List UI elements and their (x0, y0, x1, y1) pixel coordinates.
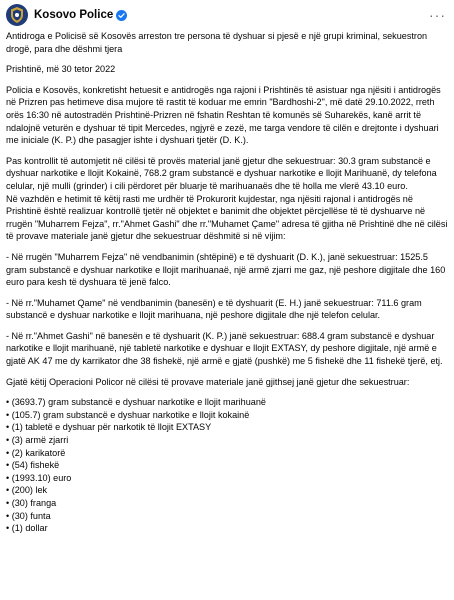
seizure-item-1: - Në rrugën "Muharrem Fejza" në vendbanimin (shtëpinë) e të dyshuarit (D. K.), janë sekuestruar: 1525.5 gram substancë e dyshuar narkotike e llojit marihuanaë, një armë zjarri me gaz, një peshore digjitale dhe 160 euro para kesh të dyshuara të jenë falco. (6, 251, 446, 288)
seizure-item-2: - Në rr."Muhamet Qame" në vendbanimin (banesën) e të dyshuarit (E. H.) janë sekuestruar: 711.6 gram substancë e dyshuar narkotike e llojit marihuana, një peshore digjitale dhe një telefon celular. (6, 297, 422, 321)
more-options-icon[interactable]: ··· (429, 7, 446, 23)
list-item: • (3693.7) gram substancë e dyshuar narkotike e llojit marihuanë (6, 397, 266, 408)
list-item: • (105.7) gram substancë e dyshuar narkotike e llojit kokainë (6, 409, 250, 420)
list-item: • (54) fishekë (6, 460, 60, 471)
list-item: • (1993.10) euro (6, 472, 72, 483)
list-item: • (1) tabletë e dyshuar për narkotik të llojit EXTASY (6, 422, 212, 433)
police-badge-icon (10, 7, 24, 23)
post-paragraph-2: Pas kontrollit të automjetit në cilësi të provës material janë gjetur dhe sekuestruar: 30.3 gram substancë e dyshuar narkotike e llojit Kokainë, 768.2 gram substancë e dyshuar narkotike e llojit Marihuanë, dy telefona celular, një mulli (grinder) i cili përdoret për bluarje të marihuanaës dhe të holla me vlerë 43.10 euro. (6, 155, 437, 191)
list-item: • (2) karikatorë (6, 447, 66, 458)
page-name[interactable]: Kosovo Police (34, 9, 114, 21)
summary-list (6, 396, 448, 535)
post-paragraph-3: Në vazhdën e hetimit të këtij rasti me urdhër të Prokurorit kujdestar, nga njësiti rajonal i antidrogës në Prishtinë është realizuar kontrollë tjetër në objektet e banimit dhe objektet përcjellëse të të dyshuarve në rrugën "Muharrem Fejza", rr."Ahmet Gashi" dhe rr."Muhamet Çame" adresa të gjitha në Prishtinë dhe në cilësi të provave materiale janë gjetur dhe sekuestruar dëshmitë si në vijim: (6, 193, 448, 242)
summary-intro: Gjatë këtij Operacioni Policor në cilësi të provave materiale janë gjithsej janë gjetur dhe sekuestruar: (6, 376, 410, 387)
post-dateline: Prishtinë, më 30 tetor 2022 (6, 64, 116, 75)
verified-badge-icon (116, 10, 127, 21)
list-item: • (30) funta (6, 510, 51, 521)
list-item: • (30) franga (6, 498, 57, 508)
list-item: • (200) lek (6, 485, 48, 496)
seizure-item-3: - Në rr."Ahmet Gashi" në banesën e të dyshuarit (K. P.) janë sekuestruar: 688.4 gram substancë e dyshuar narkotike e llojit marihuanë, një tabletë narkotike e dyshuar e llojit EXTASY, dy peshore digjitale, një armë e gjatë AK 47 me dy karrikator dhe 38 fishekë, një armë e gjatë (pushkë) me 5 fishekë dhe 11 fishekë tjerë, etj. (6, 330, 443, 367)
list-item: • (3) armë zjarri (6, 435, 69, 446)
post-paragraph-1: Policia e Kosovës, konkretisht hetuesit e antidrogës nga rajoni i Prishtinës të asistuar nga njësiti i antidrogës në Prizren pas hetimeve disa mujore të rastit të koduar me emrin "Bardhoshi-2", më datë 29.10.2022, rreth orës 16:30 në autostradën Prishtinë-Prizren në fshatin Reshtan të komunës së Suharekës, kanë arrit të ndalojnë veturën e dyshuar të tipit Mercedes, ngjyrë e zezë, me targa vendore të cilën e drejtonte i dyshuari me iniciale (K. P.) dhe pasagjer ishte i dyshuari tjetër (D. K.). (6, 84, 441, 146)
list-item: • (1) dollar (6, 523, 48, 534)
post-body (6, 30, 448, 535)
post-header (6, 0, 448, 30)
page-avatar[interactable] (6, 4, 28, 26)
post-headline: Antidroga e Policisë së Kosovës arreston tre persona të dyshuar si pjesë e një grupi kriminal, sekuestron drogë, para dhe dëshmi tjera (6, 31, 428, 54)
